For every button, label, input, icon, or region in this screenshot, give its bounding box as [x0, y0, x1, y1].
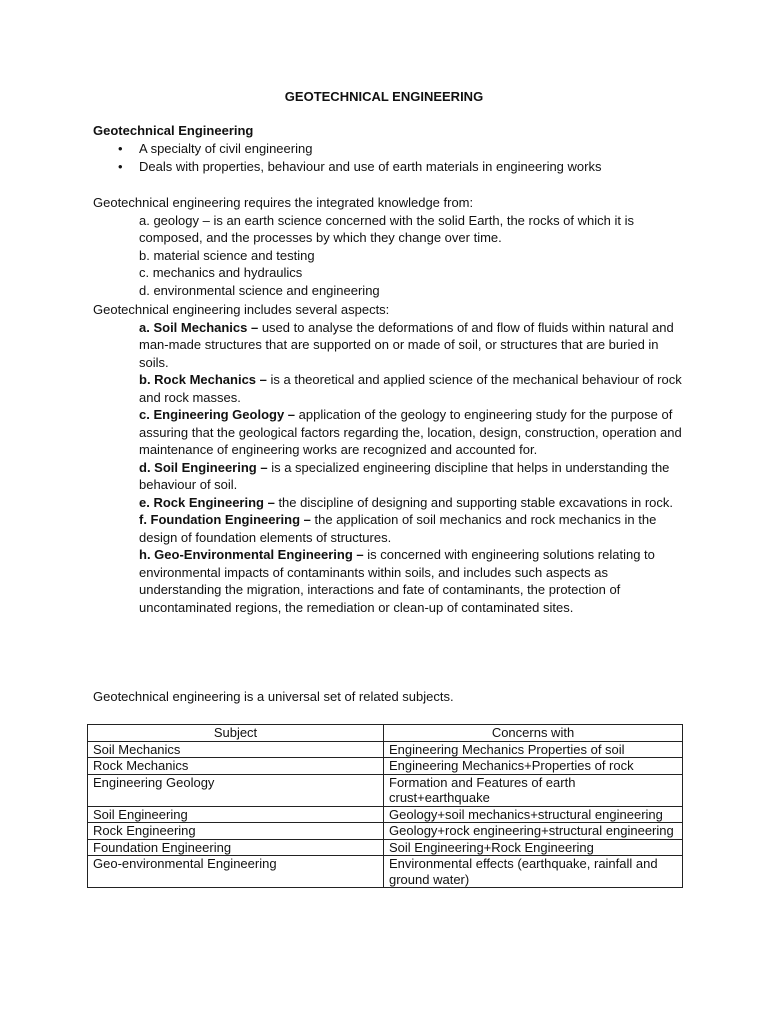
table-cell: Soil Engineering+Rock Engineering — [384, 839, 683, 856]
table-row — [88, 741, 683, 758]
aspects-intro: Geotechnical engineering includes several aspects: — [93, 302, 390, 317]
table-cell: Rock Engineering — [88, 823, 384, 840]
table-cell: Environmental effects (earthquake, rainfall and ground water) — [384, 856, 683, 888]
bullet-list — [93, 140, 601, 176]
aspect-item — [93, 406, 683, 459]
table-header-cell: Subject — [88, 725, 384, 742]
table-cell: Geology+soil mechanics+structural engineering — [384, 806, 683, 823]
bullet-item: • A specialty of civil engineering — [93, 140, 601, 158]
summary-paragraph: Geotechnical engineering is a universal set of related subjects. — [93, 689, 454, 704]
table-row — [88, 856, 683, 888]
knowledge-intro: Geotechnical engineering requires the integrated knowledge from: — [93, 195, 474, 210]
table-cell: Engineering Mechanics+Properties of rock — [384, 758, 683, 775]
table-cell: Engineering Geology — [88, 774, 384, 806]
aspect-desc: is a theoretical and applied science of the mechanical behaviour of rock and rock masses. — [139, 372, 682, 405]
aspect-item — [93, 494, 683, 512]
table-cell: Soil Engineering — [88, 806, 384, 823]
knowledge-item: a. geology – is an earth science concerned with the solid Earth, the rocks of which it is composed, and the processes by which they change over time. — [139, 212, 634, 245]
table-header-row — [88, 725, 683, 742]
aspect-term: b. Rock Mechanics – — [139, 372, 267, 387]
subjects-table — [87, 724, 683, 888]
aspect-desc: the discipline of designing and supporting stable excavations in rock. — [274, 494, 674, 510]
knowledge-item: d. environmental science and engineering — [139, 282, 380, 298]
bullet-item: • Deals with properties, behaviour and use of earth materials in engineering works — [93, 158, 601, 176]
knowledge-item: b. material science and testing — [139, 247, 315, 263]
knowledge-paragraph — [93, 194, 683, 299]
table-cell: Foundation Engineering — [88, 839, 384, 856]
table-cell: Rock Mechanics — [88, 758, 384, 775]
aspect-item — [93, 546, 683, 616]
aspect-term: d. Soil Engineering – — [139, 459, 268, 475]
aspects-paragraph — [93, 301, 683, 616]
document-title: GEOTECHNICAL ENGINEERING — [284, 89, 484, 104]
table-row — [88, 806, 683, 823]
table-cell: Geo-environmental Engineering — [88, 856, 384, 888]
aspect-term: c. Engineering Geology – — [139, 407, 296, 422]
aspect-term: h. Geo-Environmental Engineering – — [139, 547, 364, 562]
table-cell: Formation and Features of earth crust+earthquake — [384, 774, 683, 806]
aspect-desc: application of the geology to engineering study for the purpose of assuring that the geological factors regarding the, location, design, construction, operation and maintenance of engineering works are recognized and accounted for. — [139, 407, 682, 457]
table-cell: Soil Mechanics — [88, 741, 384, 758]
aspect-desc: used to analyse the deformations of and flow of fluids within natural and man-made structures that are supported on or made of soil, or structures that are buried in soils. — [139, 319, 674, 370]
table-cell: Engineering Mechanics Properties of soil — [384, 741, 683, 758]
table-cell: Geology+rock engineering+structural engineering — [384, 823, 683, 840]
aspect-item — [93, 459, 683, 494]
aspect-desc: is concerned with engineering solutions relating to environmental impacts of contaminants within soils, and includes such aspects as understanding the migration, interactions and fate of contaminants, the protection of uncontaminated regions, the remediation or clean-up of contaminated sites. — [139, 547, 655, 615]
section-heading: Geotechnical Engineering — [93, 123, 254, 138]
aspect-item — [93, 371, 683, 406]
table-row — [88, 758, 683, 775]
aspect-term: f. Foundation Engineering – — [139, 512, 311, 527]
aspect-item — [93, 319, 683, 372]
aspect-item — [93, 511, 683, 546]
aspect-desc: the application of soil mechanics and rock mechanics in the design of foundation elements of structures. — [139, 512, 657, 545]
table-row — [88, 823, 683, 840]
table-header-cell: Concerns with — [384, 725, 683, 742]
aspect-term: a. Soil Mechanics – — [139, 319, 259, 335]
table-row — [88, 774, 683, 806]
aspect-desc: is a specialized engineering discipline that helps in understanding the behaviour of soil. — [139, 459, 670, 492]
aspect-term: e. Rock Engineering – — [139, 494, 275, 510]
table-row — [88, 839, 683, 856]
knowledge-item: c. mechanics and hydraulics — [139, 265, 303, 280]
